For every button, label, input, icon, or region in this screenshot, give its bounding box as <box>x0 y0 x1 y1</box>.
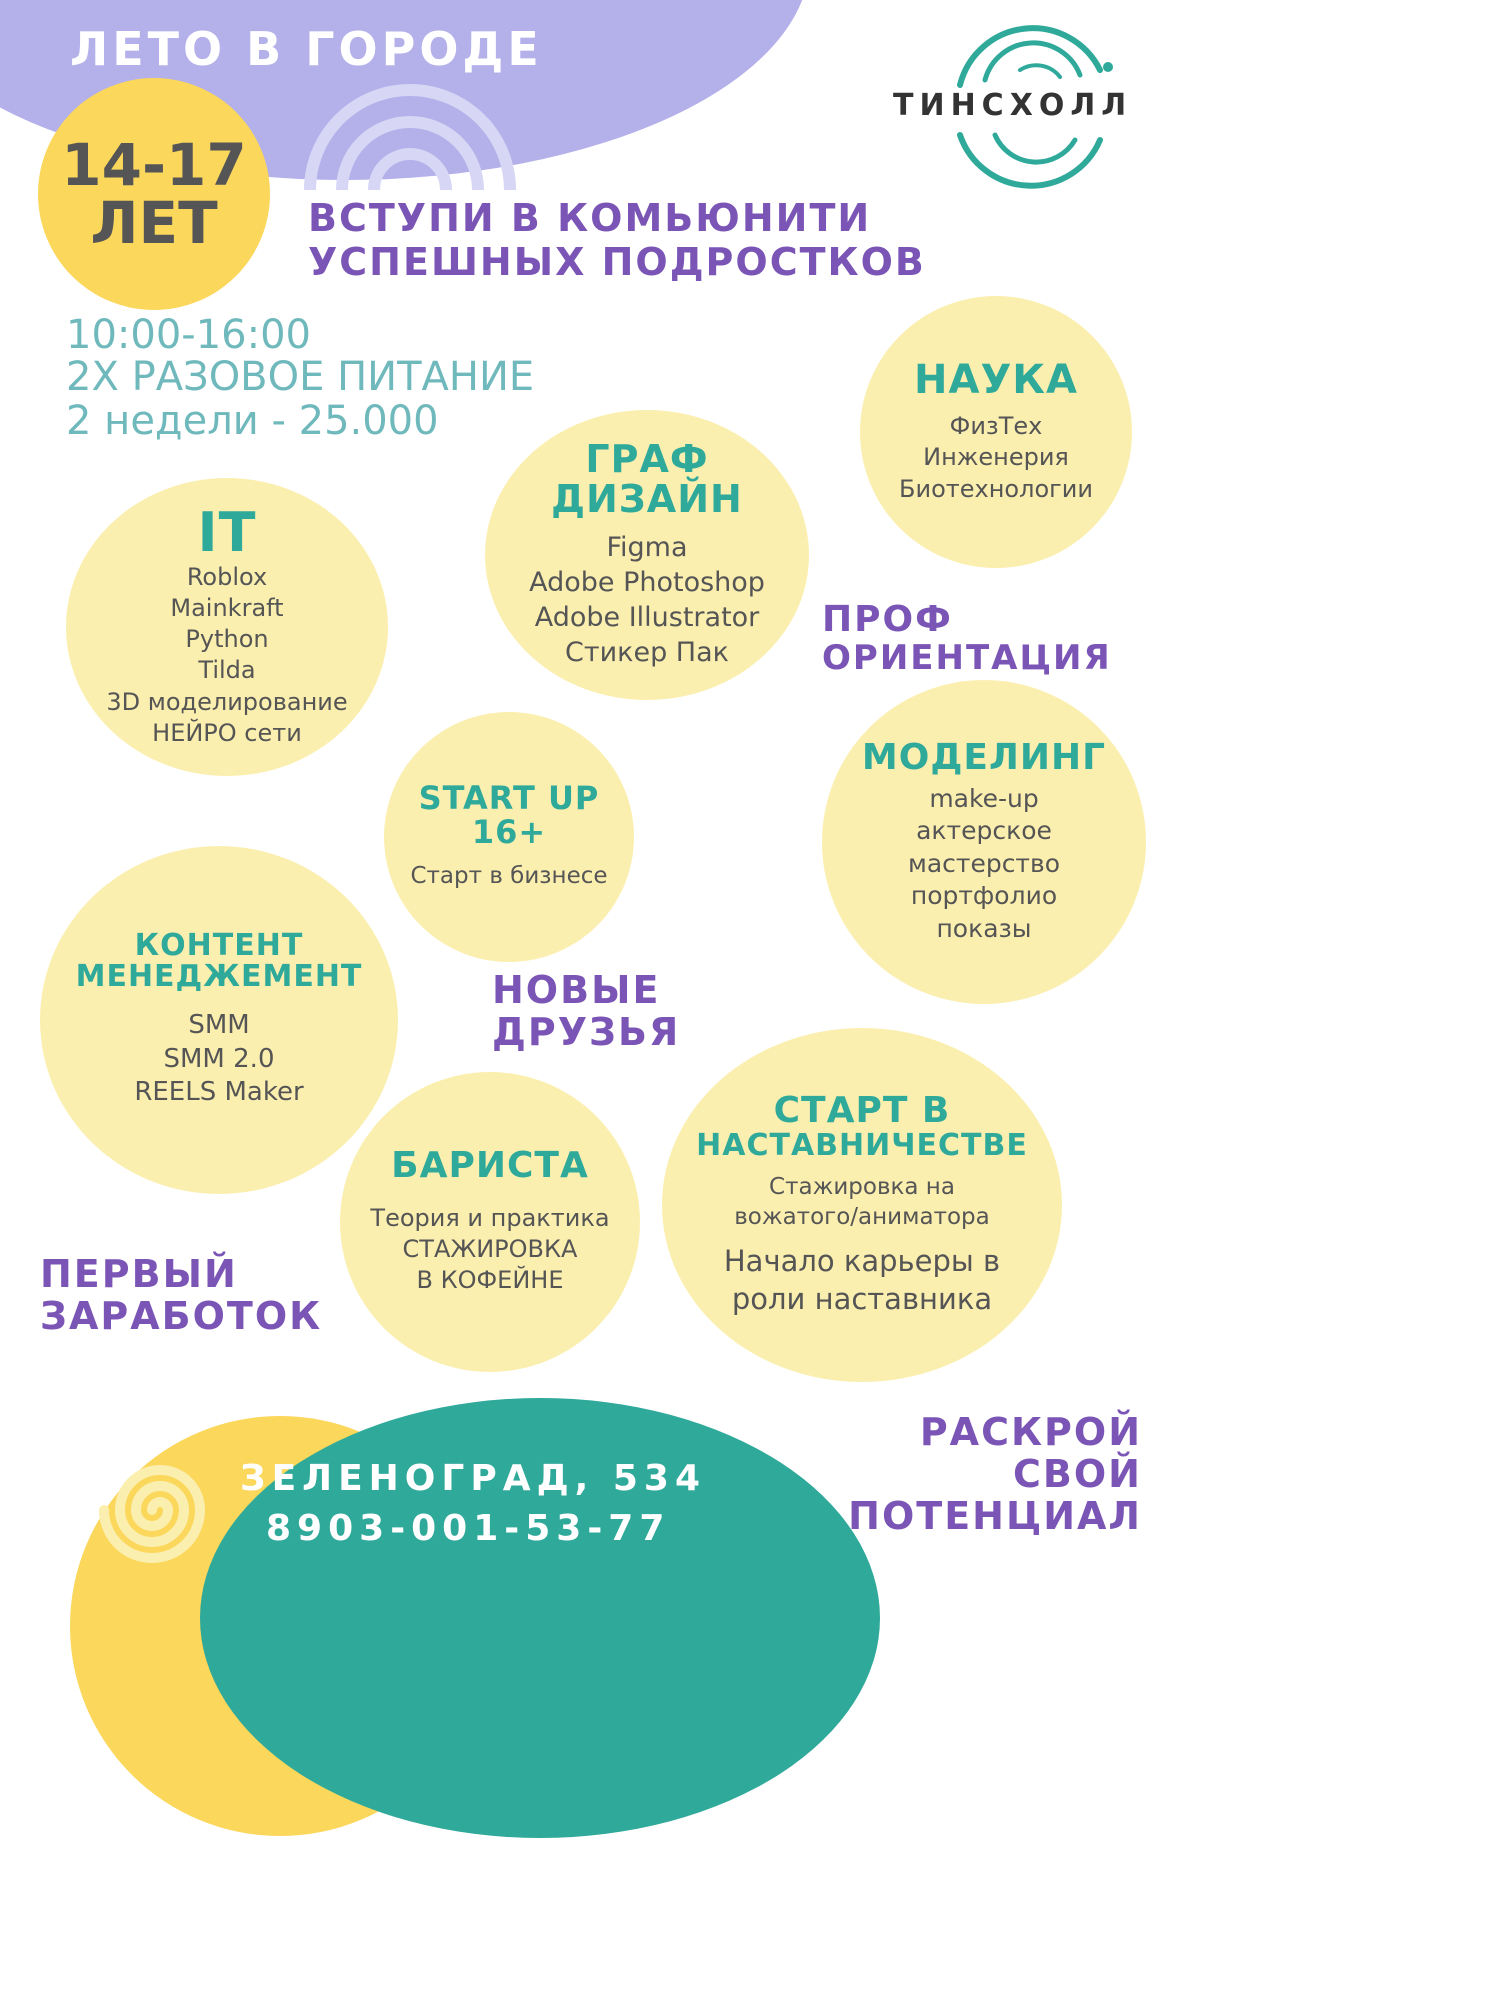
tagline-prof-2: ОРИЕНТАЦИЯ <box>822 638 1112 678</box>
tagline-potential-3: ПОТЕНЦИАЛ <box>848 1494 1142 1538</box>
it-item: Roblox <box>186 562 268 591</box>
graf-item: Adobe Illustrator <box>534 601 760 633</box>
graf-title-2: ДИЗАЙН <box>551 476 743 521</box>
nauka-item: ФизТех <box>949 412 1043 441</box>
circle-mentor <box>662 1028 1062 1382</box>
tagline-friends-2: ДРУЗЬЯ <box>492 1010 681 1054</box>
footer-phone: 8903-001-53-77 <box>266 1508 671 1549</box>
content-item: SMM 2.0 <box>163 1043 275 1074</box>
mentor-career-1: Начало карьеры в <box>723 1243 1001 1278</box>
circle-it <box>66 478 388 776</box>
barista-item: Теория и практика <box>370 1204 610 1233</box>
it-item: Python <box>185 625 269 654</box>
footer-address: ЗЕЛЕНОГРАД, 534 <box>240 1458 706 1499</box>
page-title: ЛЕТО В ГОРОДЕ <box>70 22 543 76</box>
circle-nauka <box>860 296 1132 568</box>
tagline-earn-1: ПЕРВЫЙ <box>40 1252 238 1296</box>
it-item: 3D моделирование <box>106 687 348 716</box>
age-badge <box>38 78 270 310</box>
info-meals: 2Х РАЗОВОЕ ПИТАНИЕ <box>66 354 535 400</box>
barista-item: В КОФЕЙНЕ <box>416 1266 564 1295</box>
it-item: НЕЙРО сети <box>152 718 302 747</box>
age-range: 14-17 <box>61 131 247 199</box>
content-item: SMM <box>188 1009 250 1040</box>
tagline-earn-2: ЗАРАБОТОК <box>40 1294 323 1338</box>
graf-item: Adobe Photoshop <box>529 566 765 598</box>
startup-title-1: START UP <box>418 779 600 818</box>
brand-name: ТИНСХОЛЛ <box>893 88 1133 123</box>
swirl-top-decoration <box>290 80 530 190</box>
swirl-bottom-decoration <box>90 1450 230 1568</box>
mentor-career-2: роли наставника <box>731 1281 993 1316</box>
graf-item: Стикер Пак <box>565 636 729 668</box>
tagline-potential-1: РАСКРОЙ <box>919 1410 1142 1454</box>
mentor-title-1: СТАРТ В <box>773 1089 951 1131</box>
graf-item: Figma <box>606 531 688 563</box>
mentor-item: вожатого/аниматора <box>734 1203 990 1230</box>
circle-graf-design <box>485 410 809 700</box>
tagline-potential-2: СВОЙ <box>1013 1452 1142 1496</box>
startup-item: Старт в бизнесе <box>410 862 608 889</box>
modeling-title: МОДЕЛИНГ <box>861 736 1107 778</box>
modeling-item: мастерство <box>907 848 1061 878</box>
mentor-item: Стажировка на <box>769 1174 955 1201</box>
content-title-1: КОНТЕНТ <box>134 927 304 963</box>
barista-title: БАРИСТА <box>391 1145 589 1187</box>
slogan-line-2: УСПЕШНЫХ ПОДРОСТКОВ <box>308 240 926 284</box>
circle-startup <box>384 712 634 962</box>
it-title: IT <box>197 501 257 565</box>
circle-content <box>40 846 398 1194</box>
circle-modeling <box>822 680 1146 1004</box>
mentor-title-2: НАСТАВНИЧЕСТВЕ <box>696 1127 1028 1163</box>
nauka-title: НАУКА <box>914 357 1078 404</box>
tagline-friends-1: НОВЫЕ <box>492 968 661 1012</box>
it-item: Tilda <box>198 656 256 685</box>
circle-barista <box>340 1072 640 1372</box>
it-item: Mainkraft <box>170 593 284 622</box>
content-item: REELS Maker <box>134 1077 304 1108</box>
content-title-2: МЕНЕДЖЕМЕНТ <box>75 959 363 995</box>
modeling-item: актерское <box>916 816 1052 846</box>
slogan-line-1: ВСТУПИ В КОМЬЮНИТИ <box>308 196 872 240</box>
barista-item: СТАЖИРОВКА <box>402 1235 578 1264</box>
tagline-prof-1: ПРОФ <box>822 599 953 640</box>
nauka-item: Биотехнологии <box>899 474 1093 503</box>
modeling-item: портфолио <box>910 881 1058 911</box>
info-price: 2 недели - 25.000 <box>66 398 439 444</box>
modeling-item: показы <box>936 913 1032 943</box>
startup-title-2: 16+ <box>471 813 547 852</box>
info-time: 10:00-16:00 <box>66 312 311 358</box>
modeling-item: make-up <box>929 783 1039 813</box>
age-unit: ЛЕТ <box>90 189 218 257</box>
graf-title-1: ГРАФ <box>585 436 709 481</box>
nauka-item: Инженерия <box>923 443 1069 472</box>
